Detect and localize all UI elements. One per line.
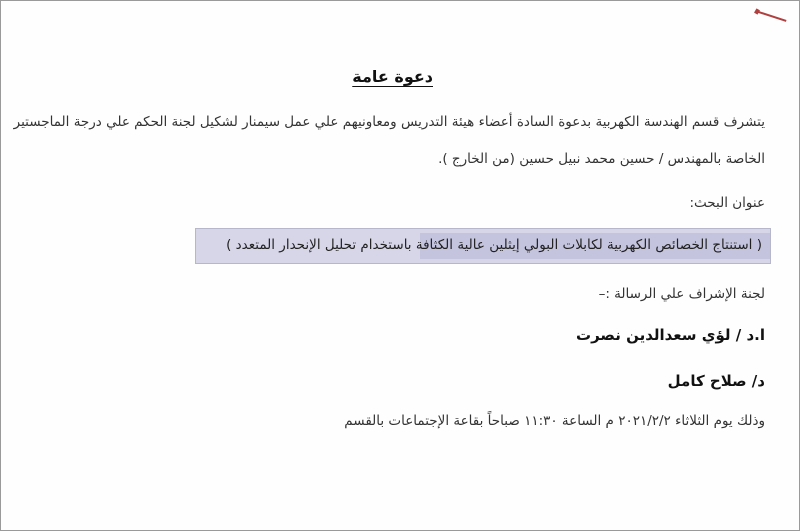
research-title-label: عنوان البحث:: [689, 195, 765, 211]
supervisor-2-name: د/ صلاح كامل: [667, 372, 765, 390]
seminar-date-line: وذلك يوم الثلاثاء ٢٠٢١/٢/٢ م الساعة ١١:٣٠ صباحاً بقاعة الإجتماعات بالقسم: [344, 413, 765, 429]
intro-paragraph-line-2: الخاصة بالمهندس / حسين محمد نبيل حسين (من الخارج ).: [438, 151, 765, 167]
supervisor-1-name: ا.د / لؤي سعدالدين نصرت: [576, 326, 765, 344]
research-title-text: ( استنتاج الخصائص الكهربية لكابلات البولي إيثلين عالية الكثافة باستخدام تحليل الإنحدار المتعدد ): [226, 237, 762, 253]
research-title-box: [195, 228, 771, 264]
intro-paragraph-line-1: يتشرف قسم الهندسة الكهربية بدعوة السادة أعضاء هيئة التدريس ومعاونيهم علي عمل سيمنار لشكيل لجنة الحكم علي درجة الماجستير: [13, 114, 765, 130]
pen-mark: [755, 10, 786, 22]
supervision-committee-label: لجنة الإشراف علي الرسالة :–: [598, 286, 765, 302]
document-title: دعوة عامة: [352, 67, 433, 86]
pen-mark-dot: [754, 8, 760, 14]
